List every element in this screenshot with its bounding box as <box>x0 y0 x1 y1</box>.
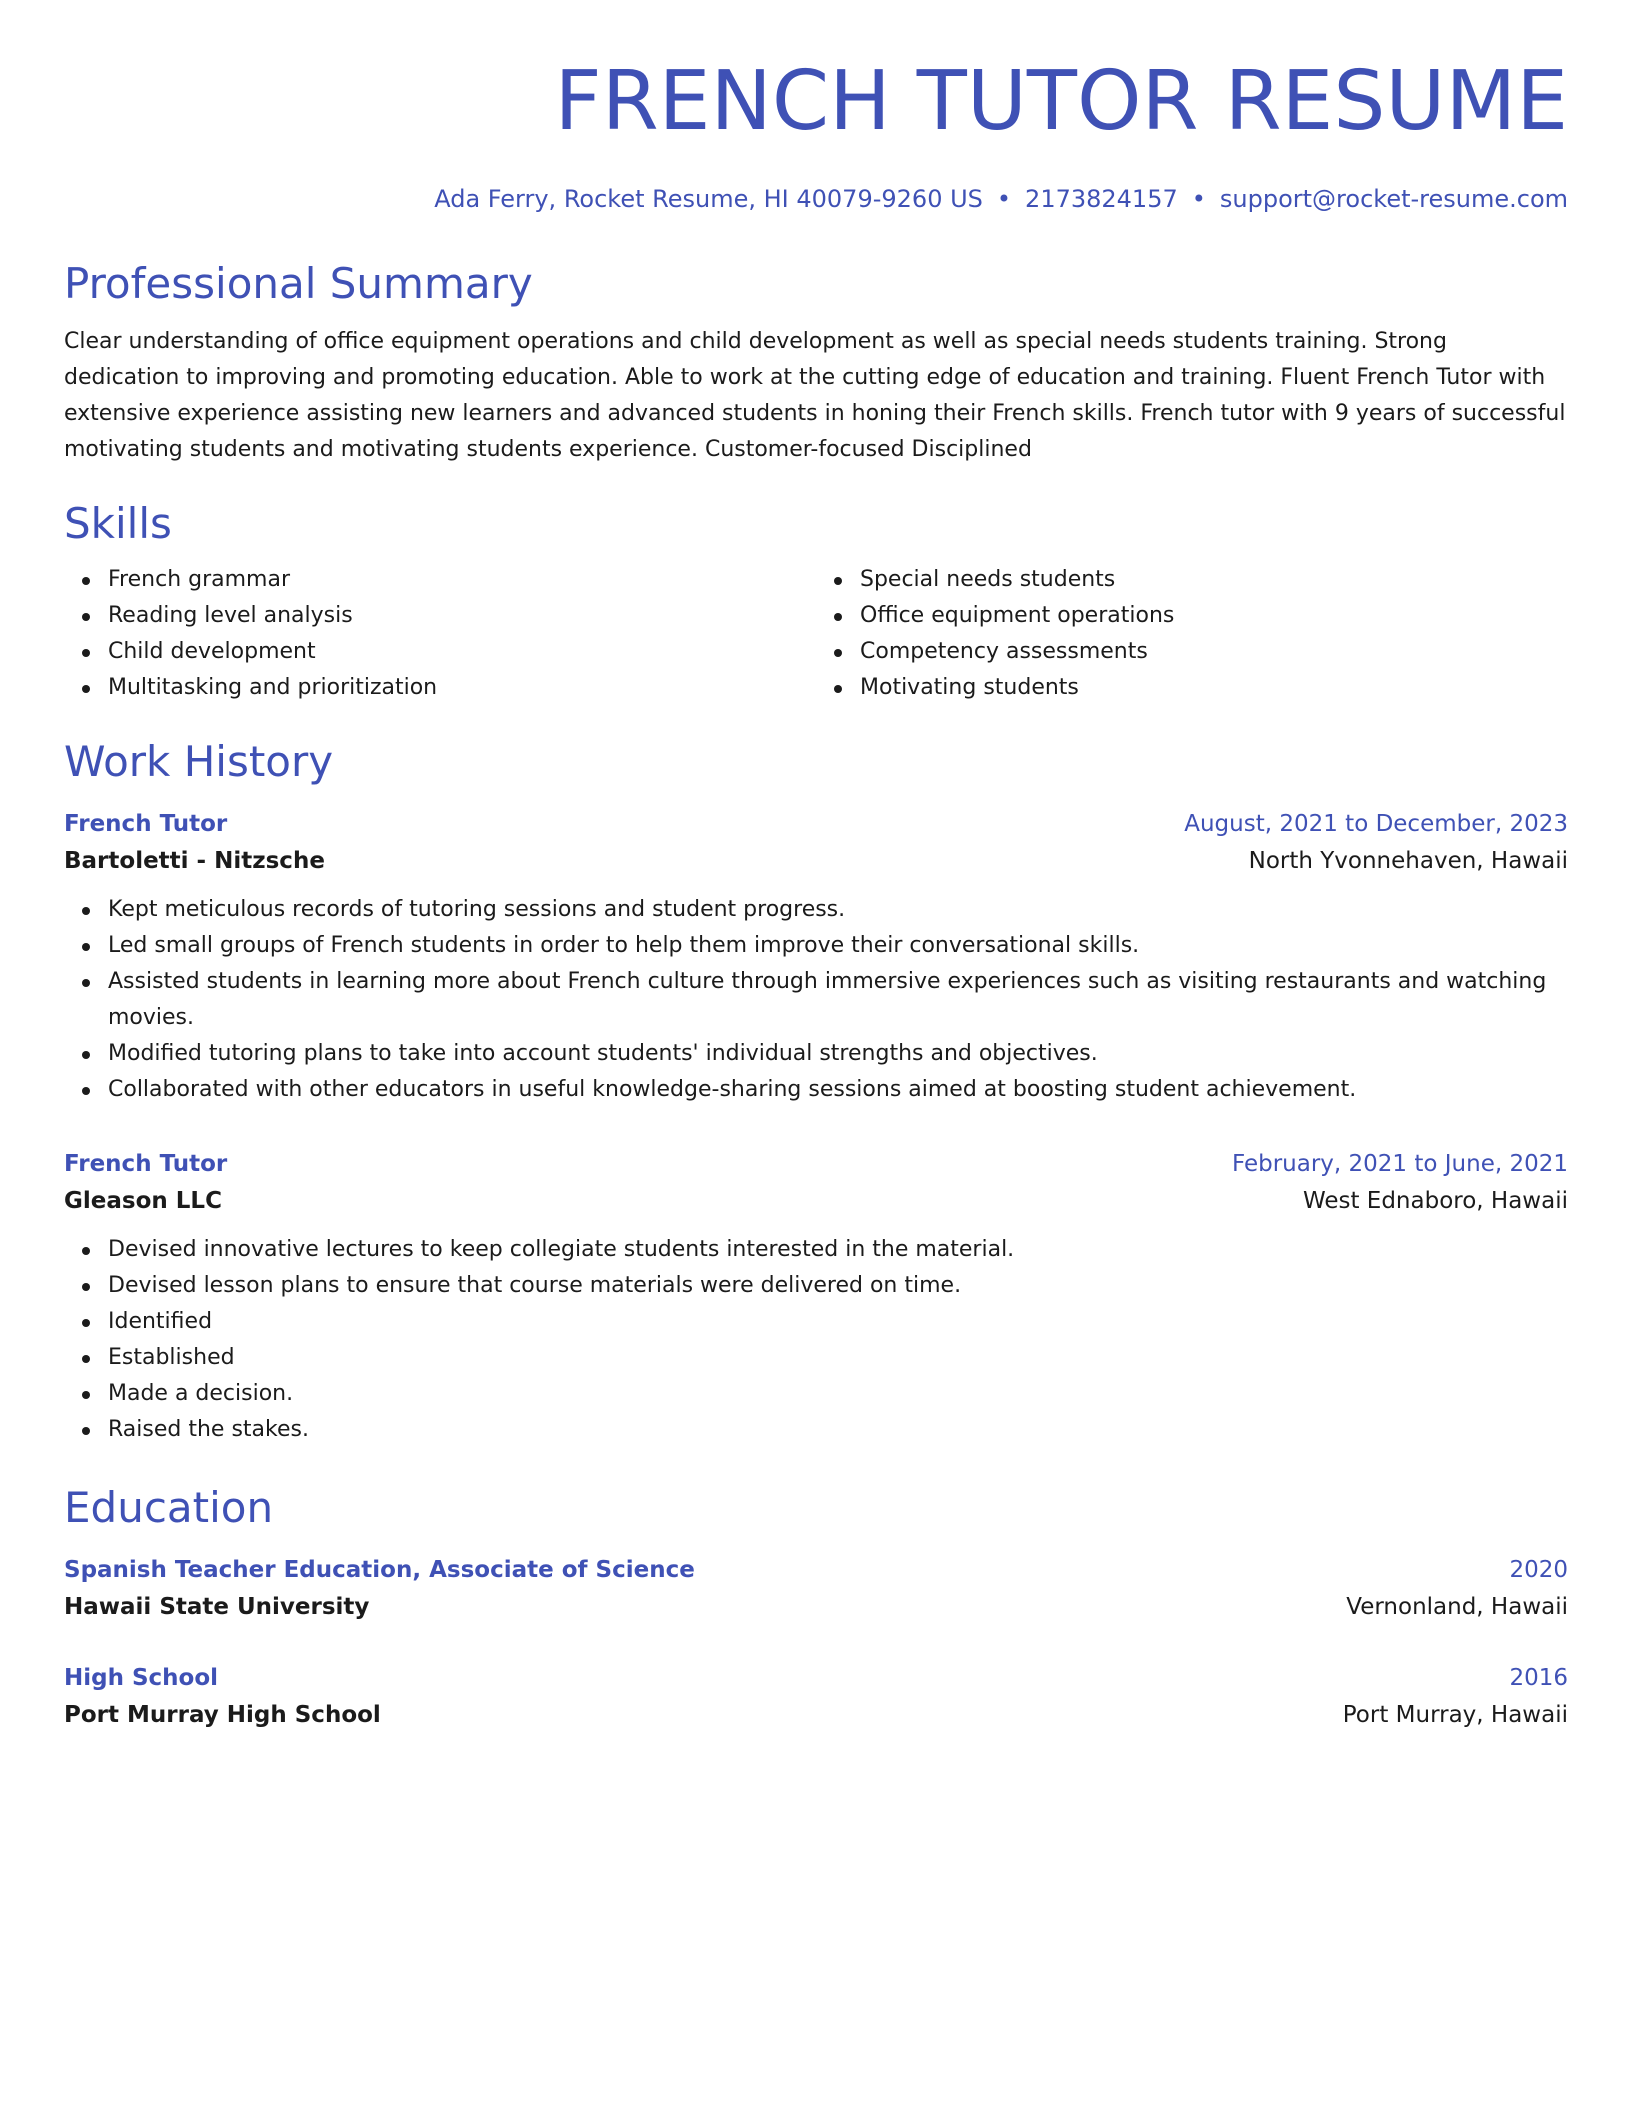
job-bullet: Identified <box>108 1304 1568 1340</box>
contact-email: support@rocket-resume.com <box>1219 185 1568 213</box>
education-school-row <box>64 1696 1568 1734</box>
job-role: French Tutor <box>64 811 228 837</box>
education-entry <box>64 1660 1568 1734</box>
summary-heading: Professional Summary <box>64 259 533 308</box>
skill-item: Competency assessments <box>860 634 1568 670</box>
education-school: Hawaii State University <box>64 1594 370 1620</box>
job-location: West Ednaboro, Hawaii <box>1302 1188 1568 1214</box>
work-history-heading: Work History <box>64 737 334 786</box>
job-bullet: Led small groups of French students in order to help them improve their conversational skills. <box>108 928 1568 964</box>
job-company-row <box>64 842 1568 880</box>
education-year: 2016 <box>1509 1665 1568 1691</box>
skill-item: Reading level analysis <box>108 598 816 634</box>
education-header-row <box>64 1660 1568 1696</box>
job-bullet: Devised lesson plans to ensure that course materials were delivered on time. <box>108 1268 1568 1304</box>
education-header-row <box>64 1552 1568 1588</box>
skill-item: French grammar <box>108 562 816 598</box>
job-dates: February, 2021 to June, 2021 <box>1231 1151 1568 1177</box>
education-school-row <box>64 1588 1568 1626</box>
education-degree: High School <box>64 1665 219 1691</box>
job-bullet: Made a decision. <box>108 1376 1568 1412</box>
contact-address: Ada Ferry, Rocket Resume, HI 40079-9260 US <box>434 185 983 213</box>
job-company-row <box>64 1182 1568 1220</box>
skill-item: Motivating students <box>860 670 1568 706</box>
education-location: Vernonland, Hawaii <box>1346 1594 1568 1620</box>
job-bullet: Collaborated with other educators in useful knowledge-sharing sessions aimed at boosting student achievement. <box>108 1072 1568 1108</box>
job-location: North Yvonnehaven, Hawaii <box>1248 848 1568 874</box>
job-bullet: Kept meticulous records of tutoring sessions and student progress. <box>108 892 1568 928</box>
job-company: Gleason LLC <box>64 1188 222 1214</box>
skill-item: Office equipment operations <box>860 598 1568 634</box>
job-bullet: Established <box>108 1340 1568 1376</box>
contact-line <box>64 184 1568 214</box>
skill-item: Child development <box>108 634 816 670</box>
skills-heading: Skills <box>64 499 172 548</box>
skills-grid <box>64 562 1568 706</box>
job-bullet: Modified tutoring plans to take into account students' individual strengths and objectives. <box>108 1036 1568 1072</box>
job-header-row <box>64 806 1568 842</box>
job-bullet: Assisted students in learning more about French culture through immersive experiences such as visiting restaurants and watching movies. <box>108 964 1568 1036</box>
contact-separator: • <box>1191 185 1206 213</box>
resume-header <box>64 54 1568 214</box>
job-bullets <box>64 892 1568 1108</box>
job-header-row <box>64 1146 1568 1182</box>
education-location: Port Murray, Hawaii <box>1342 1702 1568 1728</box>
skills-column-right <box>816 562 1568 706</box>
summary-text: Clear understanding of office equipment operations and child development as well as special needs students training. Strong dedication to improving and promoting education. Able to work at the cutting edge of education and training. Fluent French Tutor with extensive experience assisting new learners and advanced students in honing their French skills. French tutor with 9 years of successful motivating students and motivating students experience. Customer-focused Disciplined <box>64 329 1566 462</box>
resume-title: FRENCH TUTOR RESUME <box>554 54 1568 149</box>
contact-separator: • <box>996 185 1012 213</box>
education-degree: Spanish Teacher Education, Associate of Science <box>64 1557 695 1583</box>
job-bullet: Devised innovative lectures to keep collegiate students interested in the material. <box>108 1232 1568 1268</box>
job-company: Bartoletti - Nitzsche <box>64 848 325 874</box>
contact-phone: 2173824157 <box>1025 185 1178 213</box>
skill-item: Multitasking and prioritization <box>108 670 816 706</box>
job-bullets <box>64 1232 1568 1448</box>
job-dates: August, 2021 to December, 2023 <box>1184 811 1568 837</box>
summary-section <box>64 258 1568 468</box>
job-entry <box>64 806 1568 1108</box>
work-history-section <box>64 736 1568 1448</box>
skills-section <box>64 498 1568 706</box>
job-role: French Tutor <box>64 1151 228 1177</box>
skills-column-left <box>64 562 816 706</box>
job-entry <box>64 1146 1568 1448</box>
education-entry <box>64 1552 1568 1626</box>
education-school: Port Murray High School <box>64 1702 381 1728</box>
job-bullet: Raised the stakes. <box>108 1412 1568 1448</box>
education-section <box>64 1482 1568 1734</box>
skill-item: Special needs students <box>860 562 1568 598</box>
education-year: 2020 <box>1509 1557 1568 1583</box>
education-heading: Education <box>64 1483 274 1532</box>
